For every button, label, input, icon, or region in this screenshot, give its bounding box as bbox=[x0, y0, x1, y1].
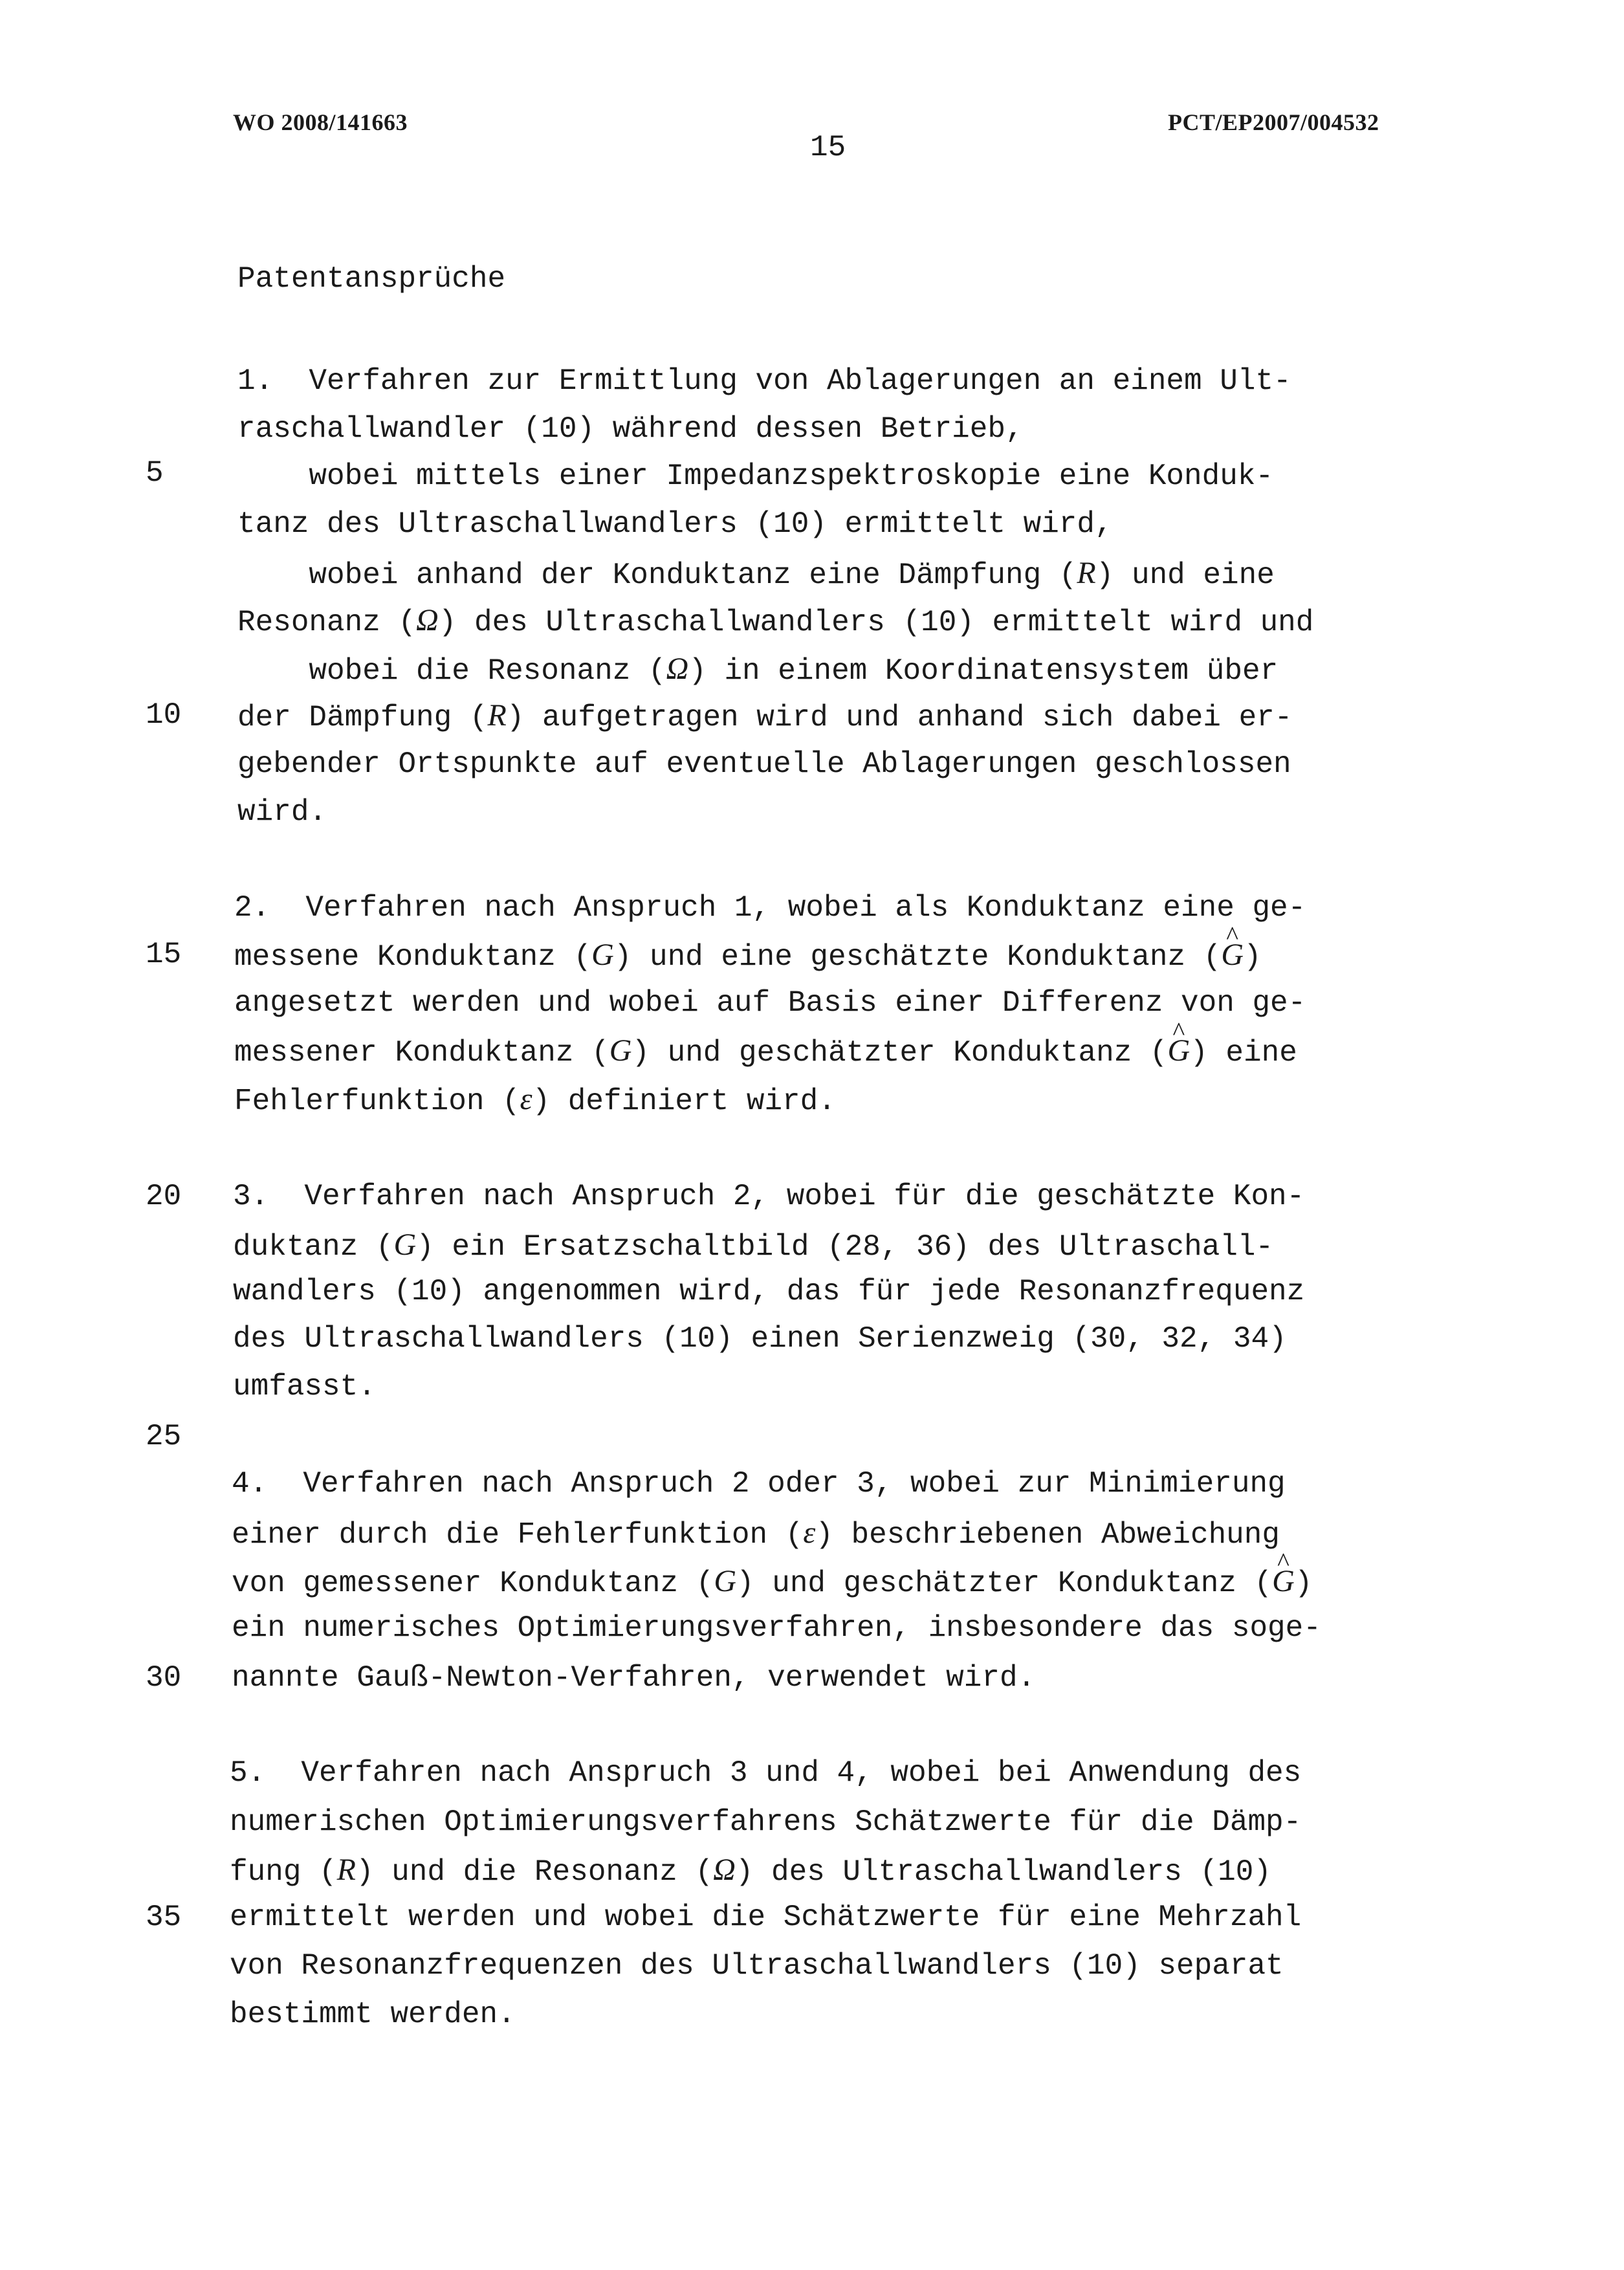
margin-line-number: 30 bbox=[146, 1661, 182, 1695]
claim-text: ) definiert wird. bbox=[532, 1085, 836, 1118]
claim-1-line bbox=[237, 797, 327, 827]
claim-text: des Ultraschallwandlers (10) einen Serienzweig (30, 32, 34) bbox=[233, 1322, 1287, 1356]
claim-5-line bbox=[230, 1855, 1271, 1887]
claim-2-line bbox=[234, 1035, 1297, 1068]
claim-text: messener Konduktanz ( bbox=[234, 1036, 609, 1070]
claim-text: ) eine bbox=[1190, 1036, 1297, 1070]
claim-text: ) und geschätzter Konduktanz ( bbox=[631, 1036, 1168, 1070]
claim-3-line bbox=[233, 1324, 1287, 1354]
claim-text: ) aufgetragen wird und anhand sich dabei er- bbox=[506, 701, 1293, 734]
claim-text: wird. bbox=[237, 795, 327, 829]
claim-text: ) des Ultraschallwandlers (10) bbox=[735, 1855, 1271, 1889]
claim-text: ermittelt werden und wobei die Schätzwerte für eine Mehrzahl bbox=[230, 1901, 1302, 1934]
page-number: 15 bbox=[810, 131, 846, 164]
claim-text: von Resonanzfrequenzen des Ultraschallwandlers (10) separat bbox=[230, 1949, 1284, 1983]
margin-line-number: 10 bbox=[146, 698, 182, 732]
claim-4-line bbox=[232, 1663, 1035, 1693]
math-symbol: G bbox=[591, 938, 614, 972]
claim-text: ) und eine geschätzte Konduktanz ( bbox=[613, 940, 1222, 974]
claim-text: ) bbox=[1244, 940, 1262, 974]
claim-1-line bbox=[237, 700, 1292, 733]
math-symbol: G bbox=[609, 1033, 632, 1068]
claim-text: einer durch die Fehlerfunktion ( bbox=[232, 1518, 804, 1552]
claim-text: ) ein Ersatzschaltbild (28, 36) des Ultraschall- bbox=[416, 1230, 1274, 1264]
claim-5-line bbox=[230, 1951, 1284, 1981]
claim-text: 1. Verfahren zur Ermittlung von Ablagerungen an einem Ult- bbox=[237, 364, 1291, 398]
math-symbol: R bbox=[1077, 556, 1096, 590]
claim-text: wandlers (10) angenommen wird, das für jede Resonanzfrequenz bbox=[233, 1275, 1305, 1308]
claim-4-line bbox=[232, 1566, 1312, 1598]
claim-text: ) in einem Koordinatensystem über bbox=[688, 654, 1278, 688]
claim-2-line bbox=[234, 893, 1306, 923]
claim-text: ) bbox=[1294, 1567, 1313, 1600]
margin-line-number: 25 bbox=[146, 1420, 182, 1453]
claim-4-line bbox=[232, 1517, 1280, 1550]
section-title: Patentansprüche bbox=[237, 262, 506, 296]
claim-text: wobei die Resonanz ( bbox=[237, 654, 666, 688]
claim-text: angesetzt werden und wobei auf Basis einer Differenz von ge- bbox=[234, 986, 1306, 1020]
claim-text: messene Konduktanz ( bbox=[234, 940, 592, 974]
claim-1-line bbox=[237, 366, 1291, 396]
claim-text: umfasst. bbox=[233, 1370, 376, 1404]
math-symbol: Ω bbox=[713, 1853, 736, 1887]
math-symbol: ε bbox=[520, 1082, 532, 1116]
estimated-conductance-symbol: ^ G bbox=[1221, 940, 1244, 971]
math-symbol: Ω bbox=[666, 652, 689, 686]
claim-1-line bbox=[237, 605, 1313, 637]
claim-text: fung ( bbox=[230, 1855, 337, 1889]
claim-2-line bbox=[234, 988, 1306, 1018]
math-symbol: G bbox=[714, 1564, 736, 1598]
estimated-conductance-symbol: ^ G bbox=[1272, 1566, 1295, 1597]
margin-line-number: 35 bbox=[146, 1901, 182, 1934]
math-symbol: R bbox=[336, 1853, 356, 1887]
claim-2-line bbox=[234, 1084, 836, 1116]
claim-text: wobei mittels einer Impedanzspektroskopie eine Konduk- bbox=[237, 459, 1274, 493]
claim-text: ) und die Resonanz ( bbox=[355, 1855, 714, 1889]
claim-1-line bbox=[237, 509, 1113, 539]
claim-5-line bbox=[230, 1758, 1301, 1788]
margin-line-number: 15 bbox=[146, 938, 182, 971]
claim-text: 4. Verfahren nach Anspruch 2 oder 3, wobei zur Minimierung bbox=[232, 1467, 1286, 1501]
claim-1-line bbox=[237, 654, 1278, 686]
claim-text: ) und eine bbox=[1095, 558, 1275, 592]
claim-1-line bbox=[237, 461, 1273, 491]
margin-line-number: 5 bbox=[146, 456, 164, 490]
application-number: PCT/EP2007/004532 bbox=[1168, 109, 1379, 135]
claim-text: ) und geschätzter Konduktanz ( bbox=[736, 1567, 1273, 1600]
math-symbol: ε bbox=[803, 1515, 816, 1550]
claim-4-line bbox=[232, 1613, 1321, 1643]
claim-text: duktanz ( bbox=[233, 1230, 394, 1264]
claim-1-line bbox=[237, 749, 1291, 779]
claim-4-line bbox=[232, 1469, 1286, 1499]
claim-text: tanz des Ultraschallwandlers (10) ermittelt wird, bbox=[237, 507, 1113, 541]
claim-text: nannte Gauß-Newton-Verfahren, verwendet wird. bbox=[232, 1661, 1036, 1695]
claim-3-line bbox=[233, 1182, 1304, 1211]
math-symbol: R bbox=[487, 698, 507, 733]
claim-text: 5. Verfahren nach Anspruch 3 und 4, wobei bei Anwendung des bbox=[230, 1756, 1302, 1790]
margin-line-number: 20 bbox=[146, 1180, 182, 1213]
claim-text: Resonanz ( bbox=[237, 606, 417, 639]
claim-1-line bbox=[237, 414, 1024, 444]
claim-text: 3. Verfahren nach Anspruch 2, wobei für die geschätzte Kon- bbox=[233, 1180, 1305, 1213]
claim-text: 2. Verfahren nach Anspruch 1, wobei als Konduktanz eine ge- bbox=[234, 891, 1306, 925]
claim-5-line bbox=[230, 1902, 1301, 1932]
publication-number: WO 2008/141663 bbox=[233, 109, 408, 135]
claim-text: ) des Ultraschallwandlers (10) ermittelt wird und bbox=[438, 606, 1314, 639]
claim-text: Fehlerfunktion ( bbox=[234, 1085, 520, 1118]
claim-text: ) beschriebenen Abweichung bbox=[815, 1518, 1280, 1552]
math-symbol: Ω bbox=[416, 603, 439, 637]
claim-5-line bbox=[230, 1807, 1301, 1837]
claim-text: ein numerisches Optimierungsverfahren, insbesondere das soge- bbox=[232, 1611, 1321, 1645]
claim-3-line bbox=[233, 1229, 1273, 1262]
claim-3-line bbox=[233, 1277, 1304, 1306]
claim-5-line bbox=[230, 2000, 516, 2029]
claim-text: der Dämpfung ( bbox=[237, 701, 488, 734]
claim-2-line bbox=[234, 940, 1262, 972]
claim-text: bestimmt werden. bbox=[230, 1998, 516, 2031]
claim-text: raschallwandler (10) während dessen Betrieb, bbox=[237, 412, 1024, 446]
claim-text: wobei anhand der Konduktanz eine Dämpfung ( bbox=[237, 558, 1077, 592]
estimated-conductance-symbol: ^ G bbox=[1168, 1035, 1191, 1066]
math-symbol: G bbox=[393, 1228, 417, 1262]
claim-3-line bbox=[233, 1372, 376, 1402]
claim-text: gebender Ortspunkte auf eventuelle Ablagerungen geschlossen bbox=[237, 747, 1291, 781]
claim-text: numerischen Optimierungsverfahrens Schätzwerte für die Dämp- bbox=[230, 1805, 1302, 1839]
claim-1-line bbox=[237, 558, 1275, 590]
claim-text: von gemessener Konduktanz ( bbox=[232, 1567, 714, 1600]
